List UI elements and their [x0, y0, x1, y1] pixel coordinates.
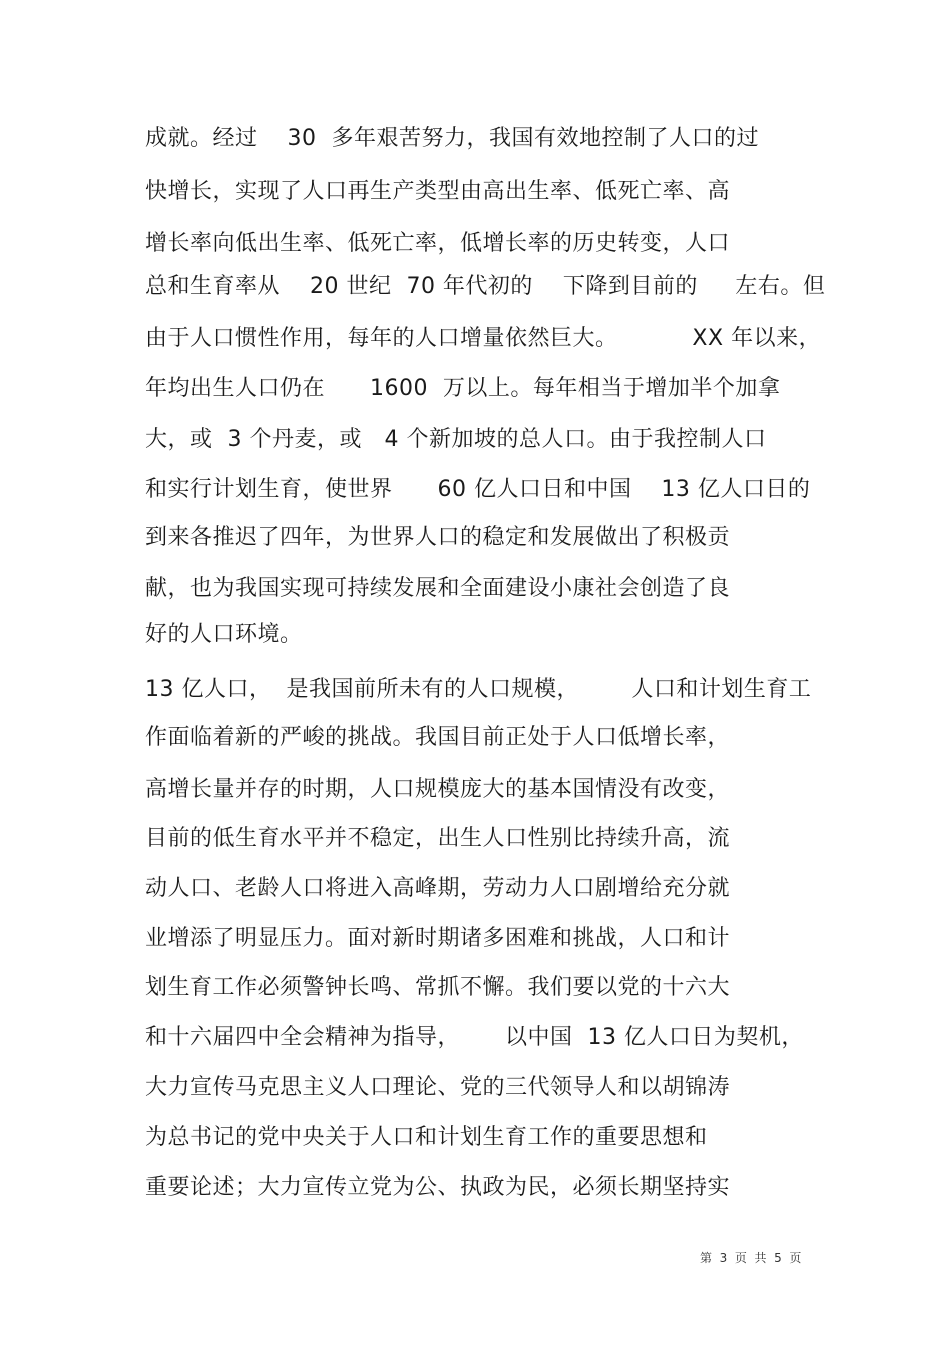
body-text-line: 献，也为我国实现可持续发展和全面建设小康社会创造了良 — [145, 576, 731, 601]
body-text-line: 目前的低生育水平并不稳定，出生人口性别比持续升高，流 — [145, 826, 731, 851]
body-text-line: 大力宣传马克思主义人口理论、党的三代领导人和以胡锦涛 — [145, 1075, 731, 1100]
body-text-line: 和实行计划生育，使世界 60 亿人口日和中国 13 亿人口日的 — [145, 477, 811, 502]
body-text-line: 好的人口环境。 — [145, 622, 303, 647]
body-text-line: 总和生育率从 20 世纪 70 年代初的 下降到目前的 左右。但 — [145, 274, 826, 299]
body-text-line: 业增添了明显压力。面对新时期诸多困难和挑战，人口和计 — [145, 926, 731, 951]
body-text-line: 重要论述；大力宣传立党为公、执政为民，必须长期坚持实 — [145, 1175, 731, 1200]
body-text-line: 由于人口惯性作用，每年的人口增量依然巨大。 XX 年以来， — [145, 326, 822, 351]
body-text-line: 和十六届四中全会精神为指导， 以中国 13 亿人口日为契机， — [145, 1025, 804, 1050]
body-text-line: 成就。经过 30 多年艰苦努力，我国有效地控制了人口的过 — [145, 126, 759, 151]
body-text-line: 为总书记的党中央关于人口和计划生育工作的重要思想和 — [145, 1125, 708, 1150]
body-text-line: 13 亿人口， 是我国前所未有的人口规模， 人口和计划生育工 — [145, 677, 812, 702]
page-number-footer: 第 3 页 共 5 页 — [700, 1251, 802, 1265]
body-text-line: 作面临着新的严峻的挑战。我国目前正处于人口低增长率， — [145, 725, 731, 750]
body-text-line: 大，或 3 个丹麦，或 4 个新加坡的总人口。由于我控制人口 — [145, 427, 767, 452]
body-text-line: 动人口、老龄人口将进入高峰期，劳动力人口剧增给充分就 — [145, 876, 731, 901]
body-text-line: 到来各推迟了四年，为世界人口的稳定和发展做出了积极贡 — [145, 525, 731, 550]
body-text-line: 高增长量并存的时期，人口规模庞大的基本国情没有改变， — [145, 777, 731, 802]
body-text-line: 增长率向低出生率、低死亡率，低增长率的历史转变，人口 — [145, 231, 731, 256]
body-text-line: 快增长，实现了人口再生产类型由高出生率、低死亡率、高 — [145, 179, 731, 204]
body-text-line: 划生育工作必须警钟长鸣、常抓不懈。我们要以党的十六大 — [145, 975, 731, 1000]
body-text-line: 年均出生人口仍在 1600 万以上。每年相当于增加半个加拿 — [145, 376, 781, 401]
